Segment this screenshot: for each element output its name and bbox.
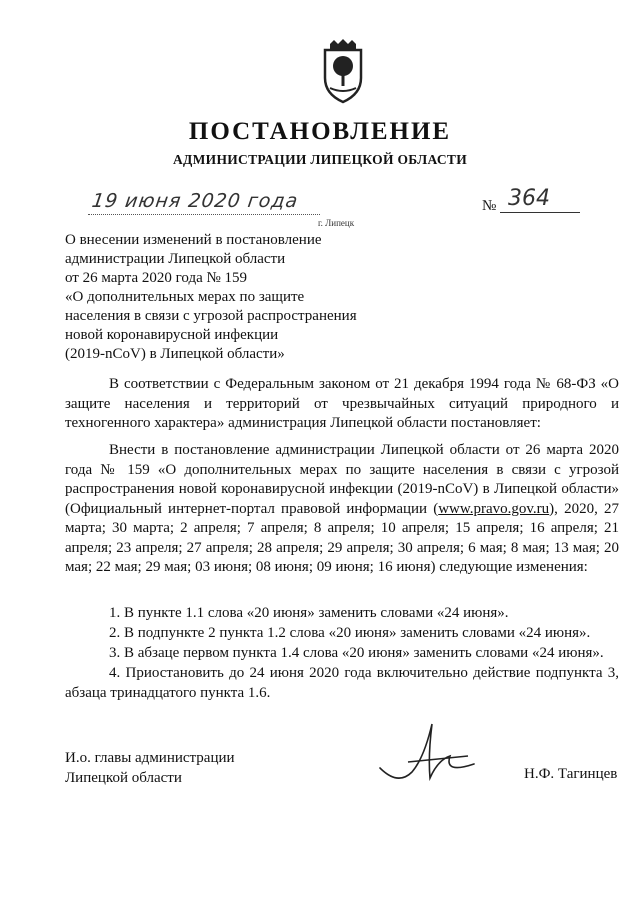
document-subtitle: АДМИНИСТРАЦИИ ЛИПЕЦКОЙ ОБЛАСТИ [172, 152, 468, 167]
list-item: 4. Приостановить до 24 июня 2020 года включительно действие подпункта 3, абзаца тринадцатого пункта 1.6. [65, 665, 619, 701]
heading-line: от 26 марта 2020 года № 159 [65, 270, 248, 286]
handwritten-number: 364 [508, 186, 550, 211]
pravo-link[interactable]: www.pravo.gov.ru [438, 500, 550, 517]
handwritten-signature-icon [378, 716, 478, 796]
number-underline [500, 212, 580, 213]
coat-of-arms-icon [318, 38, 368, 106]
signatory-position [65, 748, 235, 788]
number-label: № [482, 198, 497, 214]
amendment-list [65, 603, 619, 703]
heading-line: О внесении изменений в постановление [65, 232, 322, 248]
list-item: 3. В абзаце первом пункта 1.4 слова «20 июня» заменить словами «24 июня». [109, 645, 604, 661]
heading-line: новой коронавирусной инфекции [65, 327, 279, 343]
heading-line: администрации Липецкой области [65, 251, 286, 267]
document-title: ПОСТАНОВЛЕНИЕ [188, 118, 452, 145]
resolution-heading [65, 231, 357, 364]
list-item: 2. В подпункте 2 пункта 1.2 слова «20 июня» заменить словами «24 июня». [109, 625, 591, 641]
handwritten-date: 19 июня 2020 года [90, 190, 300, 212]
position-line: И.о. главы администрации [65, 750, 235, 766]
heading-line: населения в связи с угрозой распространения [65, 308, 357, 324]
heading-line: (2019-nCoV) в Липецкой области» [65, 346, 285, 362]
amendment-text-end: ), 2020, 27 марта; 30 марта; 2 апреля; 7 апреля; 8 апреля; 10 апреля; 15 апреля; 16 апреля; 21 апреля; 23 апреля; 27 апреля; 28 апреля; 29 апреля; 30 апреля; 6 мая; 8 мая; 13 мая; 20 мая; 22 мая; 29 мая; 03 июня; 08 июня; 09 июня; 16 июня) следующие изменения: [65, 500, 619, 575]
date-underline [88, 214, 320, 215]
list-item: 1. В пункте 1.1 слова «20 июня» заменить словами «24 июня». [109, 605, 509, 621]
signatory-name: Н.Ф. Тагинцев [524, 766, 618, 782]
preamble-paragraph: В соответствии с Федеральным законом от 21 декабря 1994 года № 68-ФЗ «О защите населения и территорий от чрезвычайных ситуаций природного и техногенного характера» администрация Липецкой области постановляет: [65, 376, 619, 431]
amendment-paragraph [65, 441, 619, 578]
heading-line: «О дополнительных мерах по защите [65, 289, 305, 305]
city-label: г. Липецк [318, 218, 355, 228]
amendment-text-start: Внести в постановление администрации Липецкой области от 26 марта 2020 года № 159 «О дополнительных мерах по защите населения в связи с угрозой распространения новой коронавирусной инфекции (2019-nCoV) в Липецкой области» (Официальный интернет-портал правовой информации ( [65, 442, 619, 517]
position-line: Липецкой области [65, 770, 182, 786]
